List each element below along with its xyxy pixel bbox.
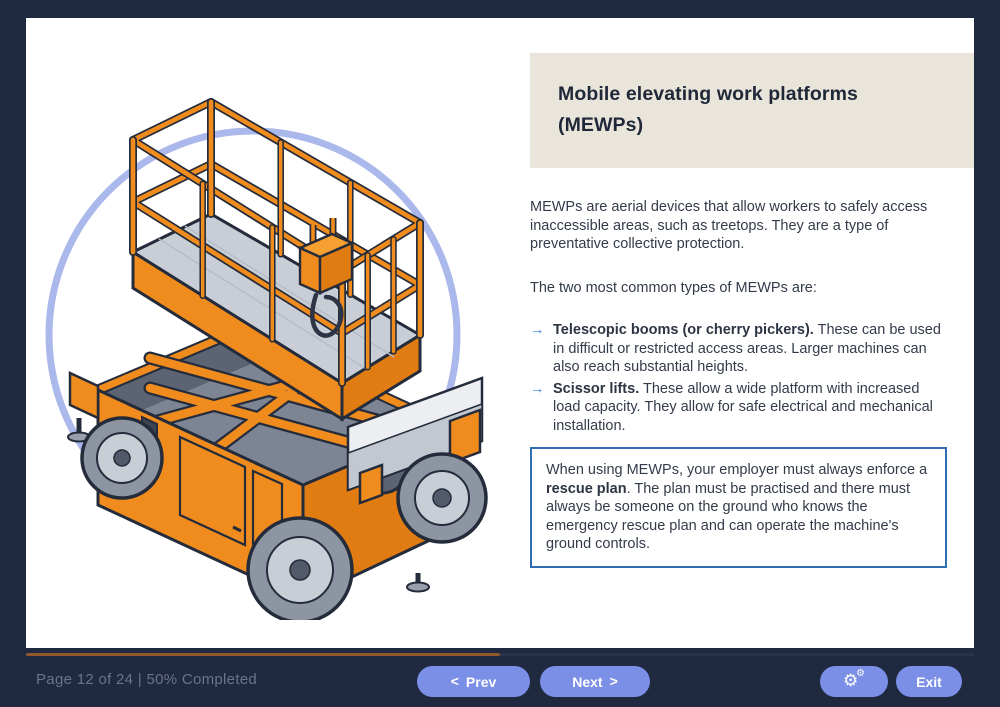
exit-label: Exit: [916, 673, 942, 690]
list-item: [530, 380, 946, 436]
callout-text-bold: rescue plan: [546, 480, 627, 497]
list-item-term: Telescopic booms (or cherry pickers).: [553, 322, 814, 338]
gear-icon: ⚙ ⚙: [843, 667, 865, 690]
slide-card: [26, 18, 974, 648]
next-label: Next: [572, 673, 603, 690]
page-title: Mobile elevating work platforms (MEWPs): [558, 83, 858, 136]
wheel-front: [248, 518, 352, 620]
slide-header: [530, 53, 974, 168]
content-column: [530, 53, 974, 568]
prev-button[interactable]: [417, 666, 530, 697]
exit-button[interactable]: [896, 666, 962, 697]
wheel-right: [398, 454, 486, 542]
page-status: Page 12 of 24 | 50% Completed: [36, 671, 258, 688]
callout-text-pre: When using MEWPs, your employer must always enforce a: [546, 462, 928, 478]
list-item-term: Scissor lifts.: [553, 380, 640, 397]
wheel-left: [82, 418, 162, 498]
list-item: [530, 321, 946, 377]
progress-fill: [26, 653, 500, 656]
footer-bar: [0, 648, 1000, 707]
list-intro: The two most common types of MEWPs are:: [530, 279, 817, 296]
settings-button[interactable]: [820, 666, 888, 697]
list-item-text: These can be used in difficult or restricted access areas. Larger machines can also reach substantial heights.: [553, 322, 941, 375]
rescue-plan-callout: [530, 447, 947, 568]
callout-text-post: . The plan must be practised and there must always be someone on the ground who knows the emergency rescue plan and can operate the machine's ground controls.: [546, 480, 911, 552]
next-button[interactable]: [540, 666, 650, 697]
progress-bar: [26, 653, 974, 656]
scissor-lift-illustration: [30, 75, 500, 620]
arrow-bullet-icon: →: [530, 322, 545, 338]
chevron-right-icon: >: [609, 673, 618, 689]
arrow-bullet-icon: →: [530, 380, 545, 397]
mewp-types-list: [530, 321, 974, 435]
intro-paragraph: MEWPs are aerial devices that allow workers to safely access inaccessible areas, such as treetops. They are a type of preventative collective protection.: [530, 199, 928, 252]
chevron-left-icon: <: [450, 673, 459, 689]
prev-label: Prev: [465, 673, 497, 690]
list-item-text: These allow a wide platform with increased load capacity. They allow for safe electrical and mechanical installation.: [553, 380, 933, 434]
